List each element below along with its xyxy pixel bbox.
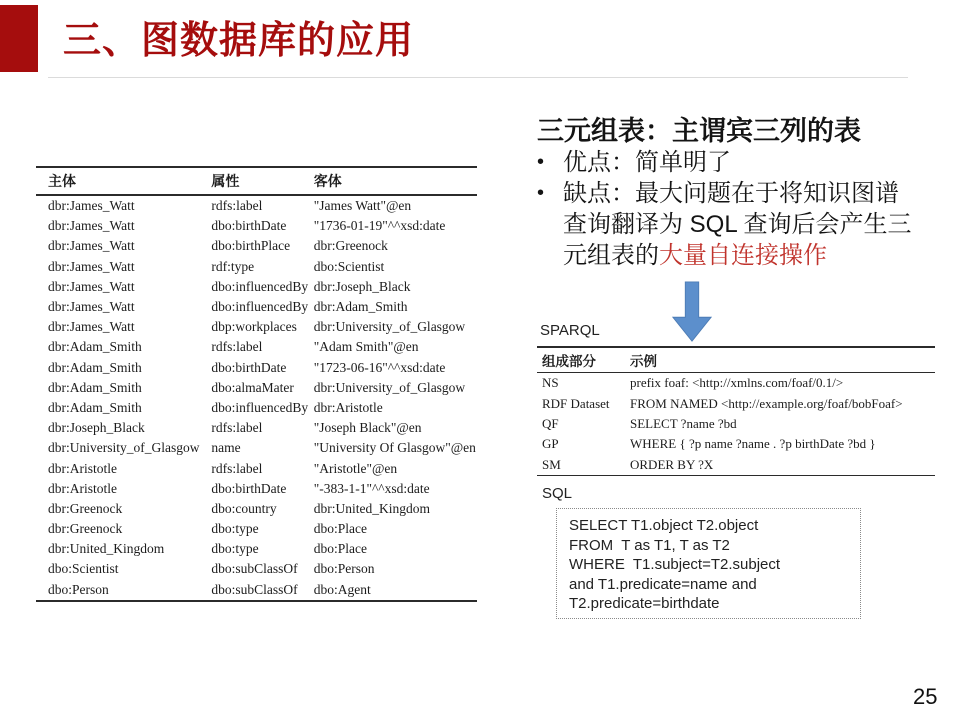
cell-object: dbo:Place xyxy=(313,521,367,537)
cell-predicate: dbo:type xyxy=(211,521,259,537)
cell-object: "Joseph Black"@en xyxy=(313,420,422,436)
sparql-header-example: 示例 xyxy=(625,347,935,373)
triple-table xyxy=(36,166,477,602)
table-row xyxy=(537,455,935,476)
bullet-cons-line1: 缺点：最大问题在于将知识图谱 xyxy=(563,180,899,207)
cell-subject: dbr:Greenock xyxy=(48,500,123,516)
bullet-pros xyxy=(537,147,951,178)
cell-predicate: rdfs:label xyxy=(211,420,263,436)
cell-subject: dbr:Joseph_Black xyxy=(48,420,145,436)
table-row xyxy=(36,236,477,256)
cell-component: SM xyxy=(542,456,561,472)
sparql-header-component: 组成部分 xyxy=(537,347,625,373)
cell-object: "1723-06-16"^^xsd:date xyxy=(313,359,446,375)
cell-object: "-383-1-1"^^xsd:date xyxy=(313,480,430,496)
cell-example: prefix foaf: <http://xmlns.com/foaf/0.1/> xyxy=(630,375,844,391)
cell-subject: dbr:James_Watt xyxy=(48,299,135,315)
cell-predicate: dbo:birthDate xyxy=(211,359,287,375)
cell-object: "1736-01-19"^^xsd:date xyxy=(313,218,446,234)
cell-subject: dbr:James_Watt xyxy=(48,218,135,234)
cell-subject: dbr:Adam_Smith xyxy=(48,399,142,415)
table-row xyxy=(537,393,935,413)
cell-object: dbr:Adam_Smith xyxy=(313,299,408,315)
sql-label: SQL xyxy=(542,485,573,502)
cell-example: FROM NAMED <http://example.org/foaf/bobFoaf> xyxy=(630,395,903,411)
title-accent-square xyxy=(0,5,38,72)
table-row xyxy=(36,418,477,438)
cell-predicate: dbo:subClassOf xyxy=(211,581,298,597)
cell-object: "University Of Glasgow"@en xyxy=(313,440,476,456)
cell-object: dbr:United_Kingdom xyxy=(313,500,430,516)
table-row xyxy=(36,317,477,337)
cell-object: dbo:Scientist xyxy=(313,258,385,274)
cell-predicate: dbo:almaMater xyxy=(211,379,294,395)
table-row xyxy=(36,378,477,398)
cell-subject: dbr:James_Watt xyxy=(48,238,135,254)
triple-table-header-row xyxy=(36,167,477,195)
cell-predicate: dbo:country xyxy=(211,500,277,516)
header-subject: 主体 xyxy=(36,167,211,195)
cell-predicate: name xyxy=(211,440,241,456)
cell-object: "James Watt"@en xyxy=(313,198,412,214)
sparql-header-row xyxy=(537,347,935,373)
sql-code-box xyxy=(556,508,861,619)
cell-predicate: rdfs:label xyxy=(211,198,263,214)
table-row xyxy=(36,539,477,559)
cell-predicate: dbo:influencedBy xyxy=(211,399,309,415)
cell-predicate: dbo:type xyxy=(211,541,259,557)
title-divider xyxy=(48,77,908,78)
highlight-red-text: 大量自连接操作 xyxy=(659,242,827,269)
down-arrow-icon xyxy=(671,281,713,344)
cell-subject: dbo:Person xyxy=(48,581,109,597)
header-object: 客体 xyxy=(314,167,477,195)
cell-object: "Aristotle"@en xyxy=(313,460,398,476)
table-row xyxy=(36,195,477,216)
cell-predicate: dbo:birthPlace xyxy=(211,238,291,254)
table-row xyxy=(537,414,935,434)
table-row xyxy=(36,257,477,277)
cell-predicate: dbo:birthDate xyxy=(211,480,287,496)
table-row xyxy=(36,216,477,236)
cell-object: dbr:University_of_Glasgow xyxy=(313,319,466,335)
cell-example: ORDER BY ?X xyxy=(630,456,714,472)
cell-subject: dbo:Scientist xyxy=(48,561,119,577)
cell-predicate: dbo:birthDate xyxy=(211,218,287,234)
sparql-label: SPARQL xyxy=(540,322,600,339)
sql-code-line: and T1.predicate=name and xyxy=(569,575,757,593)
cell-object: dbr:University_of_Glasgow xyxy=(313,379,466,395)
cell-subject: dbr:James_Watt xyxy=(48,258,135,274)
cell-predicate: dbo:influencedBy xyxy=(211,299,309,315)
sparql-table xyxy=(537,346,935,476)
cell-object: dbo:Person xyxy=(313,561,375,577)
cell-predicate: dbo:subClassOf xyxy=(211,561,298,577)
cell-subject: dbr:James_Watt xyxy=(48,278,135,294)
cell-component: RDF Dataset xyxy=(542,395,610,411)
table-row xyxy=(36,358,477,378)
cell-subject: dbr:Adam_Smith xyxy=(48,379,142,395)
table-row xyxy=(36,398,477,418)
table-row xyxy=(36,499,477,519)
sql-code-line: T2.predicate=birthdate xyxy=(569,595,720,612)
cell-subject: dbr:Aristotle xyxy=(48,460,117,476)
bullet-cons-line3-black: 元组表的 xyxy=(563,242,659,269)
cell-predicate: dbp:workplaces xyxy=(211,319,297,335)
cell-subject: dbr:Greenock xyxy=(48,521,123,537)
bullet-icon: • xyxy=(537,151,545,173)
slide-title: 三、图数据库的应用 xyxy=(63,20,415,62)
table-row xyxy=(36,479,477,499)
bullet-icon: • xyxy=(537,182,545,204)
bullet-cons-line2: 查询翻译为 SQL 查询后会产生三 xyxy=(563,211,912,238)
cell-subject: dbr:Adam_Smith xyxy=(48,339,142,355)
cell-object: "Adam Smith"@en xyxy=(313,339,419,355)
table-row xyxy=(36,519,477,539)
table-row xyxy=(36,277,477,297)
header-predicate: 属性 xyxy=(211,167,313,195)
cell-subject: dbr:James_Watt xyxy=(48,198,135,214)
bullet-pros-text: 优点：简单明了 xyxy=(563,149,731,176)
table-row xyxy=(36,337,477,357)
panel-heading: 三元组表：主谓宾三列的表 xyxy=(537,116,861,146)
cell-object: dbr:Joseph_Black xyxy=(313,278,411,294)
table-row xyxy=(36,580,477,601)
cell-object: dbr:Greenock xyxy=(313,238,388,254)
page-number: 25 xyxy=(913,684,938,709)
table-row xyxy=(537,434,935,454)
sql-code-line: SELECT T1.object T2.object xyxy=(569,517,759,534)
sql-code-line: FROM T as T1, T as T2 xyxy=(569,536,730,554)
cell-subject: dbr:Aristotle xyxy=(48,480,117,496)
cell-predicate: rdfs:label xyxy=(211,339,263,355)
cell-subject: dbr:Adam_Smith xyxy=(48,359,142,375)
cell-subject: dbr:James_Watt xyxy=(48,319,135,335)
table-row xyxy=(36,438,477,458)
table-row xyxy=(36,297,477,317)
cell-object: dbo:Place xyxy=(313,541,367,557)
cell-predicate: rdfs:label xyxy=(211,460,263,476)
table-row xyxy=(36,559,477,579)
cell-predicate: dbo:influencedBy xyxy=(211,278,309,294)
cell-component: GP xyxy=(542,436,559,452)
table-row xyxy=(537,373,935,394)
cell-subject: dbr:University_of_Glasgow xyxy=(48,440,200,456)
cell-object: dbo:Agent xyxy=(313,581,371,597)
cell-object: dbr:Aristotle xyxy=(313,399,383,415)
cell-example: WHERE { ?p name ?name . ?p birthDate ?bd } xyxy=(630,436,876,452)
cell-predicate: rdf:type xyxy=(211,258,255,274)
cell-component: NS xyxy=(542,375,559,391)
cell-subject: dbr:United_Kingdom xyxy=(48,541,165,557)
cell-component: QF xyxy=(542,415,559,431)
bullet-cons xyxy=(537,178,951,271)
bullet-cons-line3 xyxy=(563,240,911,271)
table-row xyxy=(36,458,477,478)
bullet-list xyxy=(537,147,951,271)
cell-example: SELECT ?name ?bd xyxy=(630,415,737,431)
sql-code-line: WHERE T1.subject=T2.subject xyxy=(569,556,781,573)
